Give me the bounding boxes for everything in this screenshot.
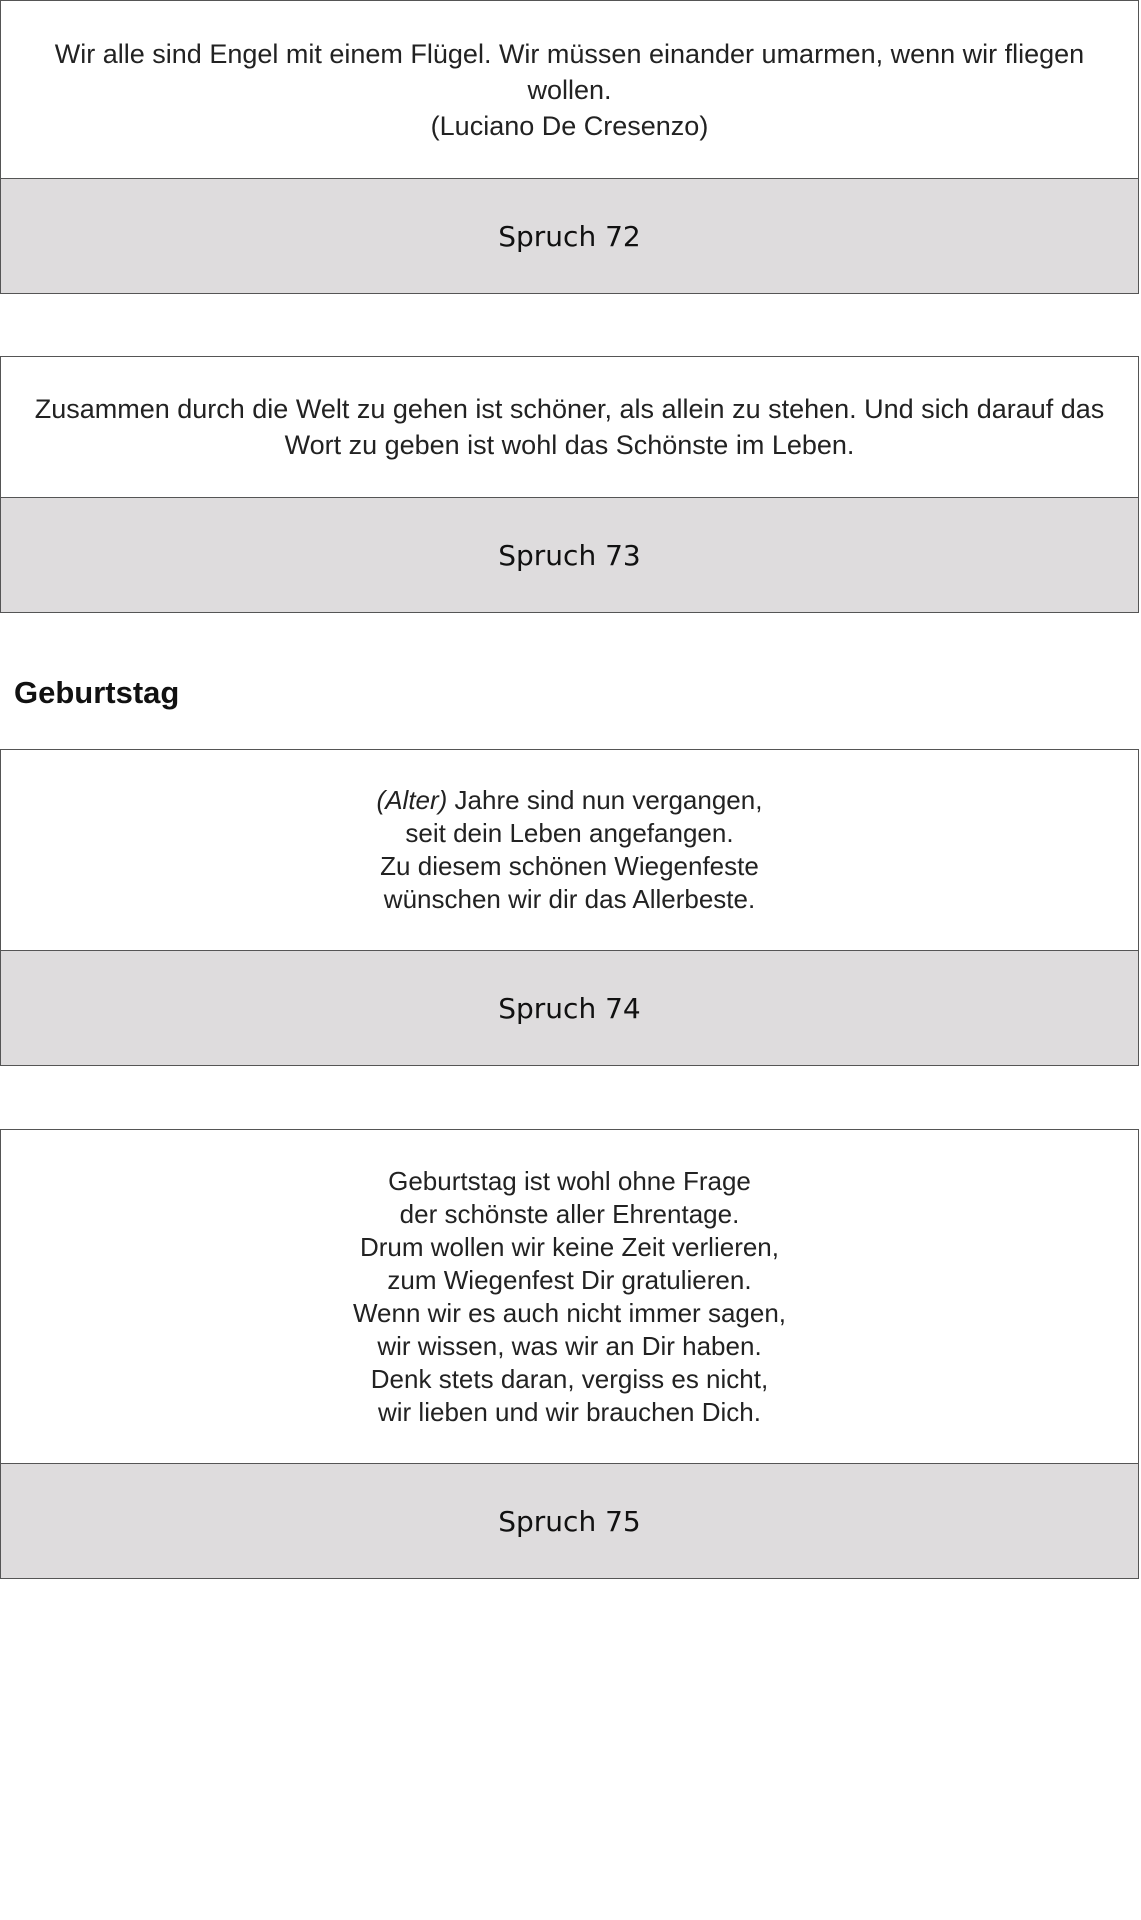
quote-line: Wort zu geben ist wohl das Schönste im Leben. xyxy=(284,430,855,460)
quote-line-rest: Jahre sind nun vergangen, xyxy=(447,785,763,815)
quote-line: wir lieben und wir brauchen Dich. xyxy=(378,1396,761,1427)
quote-label: Spruch 75 xyxy=(1,1464,1138,1578)
quote-card-72 xyxy=(0,0,1139,294)
quote-line xyxy=(377,784,763,817)
quote-line: der schönste aller Ehrentage. xyxy=(399,1198,740,1229)
quote-text xyxy=(1,357,1138,498)
quote-line: Zu diesem schönen Wiegenfeste xyxy=(380,851,759,881)
quote-text xyxy=(1,1130,1138,1464)
section-heading: Geburtstag xyxy=(14,675,180,710)
quote-card-74 xyxy=(0,749,1139,1066)
quote-line: Wir alle sind Engel mit einem Flügel. Wir müssen einander umarmen, wenn wir fliegen xyxy=(54,38,1085,69)
quote-label: Spruch 72 xyxy=(1,179,1138,293)
quote-line: Geburtstag ist wohl ohne Frage xyxy=(388,1165,751,1196)
placeholder-age: (Alter) xyxy=(376,785,448,815)
quote-author: (Luciano De Cresenzo) xyxy=(430,110,709,141)
quote-line: wir wissen, was wir an Dir haben. xyxy=(377,1330,762,1361)
quote-line: Zusammen durch die Welt zu gehen ist schöner, als allein zu stehen. Und sich darauf das xyxy=(34,394,1105,424)
quote-text xyxy=(1,1,1138,179)
quote-card-75 xyxy=(0,1129,1139,1579)
quote-line: zum Wiegenfest Dir gratulieren. xyxy=(387,1264,752,1295)
quote-line: wünschen wir dir das Allerbeste. xyxy=(383,884,756,914)
quote-line: Drum wollen wir keine Zeit verlieren, xyxy=(359,1231,779,1262)
quote-card-73 xyxy=(0,356,1139,613)
quote-line: wollen. xyxy=(527,74,612,105)
quote-label: Spruch 73 xyxy=(1,498,1138,612)
quote-text xyxy=(1,750,1138,951)
quote-line: seit dein Leben angefangen. xyxy=(405,818,734,848)
quote-line: Denk stets daran, vergiss es nicht, xyxy=(370,1363,769,1394)
quote-line: Wenn wir es auch nicht immer sagen, xyxy=(352,1297,787,1328)
quote-label: Spruch 74 xyxy=(1,951,1138,1065)
